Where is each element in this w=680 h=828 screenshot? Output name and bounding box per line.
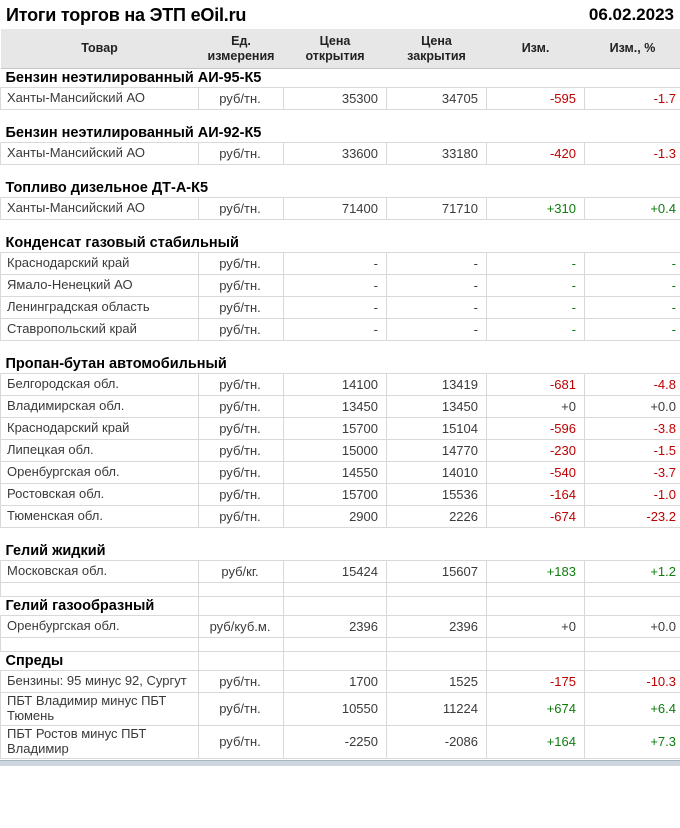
section-header-row [1, 234, 680, 253]
section-header-row [1, 597, 680, 616]
spacer-cell [387, 638, 487, 652]
section-header-row [1, 542, 680, 561]
table-row [1, 484, 680, 506]
change-pct-cell: -10.3 [585, 671, 680, 693]
spacer-cell [487, 165, 585, 179]
close-price-cell: 71710 [387, 198, 487, 220]
unit-cell: руб/тн. [199, 484, 284, 506]
section-header-row [1, 179, 680, 198]
spacer-cell [199, 110, 284, 124]
change-cell: +183 [487, 561, 585, 583]
product-cell: Липецкая обл. [1, 440, 199, 462]
product-cell: Краснодарский край [1, 253, 199, 275]
product-cell: Ленинградская область [1, 297, 199, 319]
product-cell: Ханты-Мансийский АО [1, 143, 199, 165]
table-row [1, 561, 680, 583]
column-header-product: Товар [1, 29, 199, 69]
change-pct-cell: -1.7 [585, 88, 680, 110]
spacer-cell [199, 583, 284, 597]
product-cell: ПБТ Ростов минус ПБТ Владимир [1, 725, 199, 758]
unit-cell: руб/кг. [199, 561, 284, 583]
unit-cell: руб/тн. [199, 506, 284, 528]
spacer-cell [1, 638, 199, 652]
change-pct-cell: - [585, 297, 680, 319]
unit-cell: руб/тн. [199, 143, 284, 165]
spacer-cell [487, 341, 585, 355]
unit-cell: руб/куб.м. [199, 616, 284, 638]
unit-cell: руб/тн. [199, 253, 284, 275]
spacer-cell [1, 110, 199, 124]
spacer-cell [199, 638, 284, 652]
column-header-row [1, 29, 680, 69]
open-price-cell: 15700 [284, 484, 387, 506]
table-row [1, 440, 680, 462]
section-empty-cell [199, 597, 284, 616]
spacer-cell [199, 220, 284, 234]
section-title: Бензин неэтилированный АИ-92-К5 [1, 124, 680, 143]
table-row [1, 462, 680, 484]
product-cell: Владимирская обл. [1, 396, 199, 418]
open-price-cell: 2396 [284, 616, 387, 638]
spacer-cell [487, 528, 585, 542]
section-spacer-row [1, 165, 680, 179]
change-cell: +164 [487, 725, 585, 758]
product-cell: Ханты-Мансийский АО [1, 88, 199, 110]
section-empty-cell [487, 597, 585, 616]
spacer-cell [284, 638, 387, 652]
spacer-cell [284, 583, 387, 597]
change-cell: -230 [487, 440, 585, 462]
unit-cell: руб/тн. [199, 374, 284, 396]
table-row [1, 616, 680, 638]
change-cell: -681 [487, 374, 585, 396]
spacer-cell [585, 638, 680, 652]
open-price-cell: 2900 [284, 506, 387, 528]
results-table [0, 29, 680, 759]
close-price-cell: 14770 [387, 440, 487, 462]
results-table-head [1, 29, 680, 69]
section-spacer-row [1, 583, 680, 597]
section-spacer-row [1, 341, 680, 355]
table-row [1, 693, 680, 726]
spacer-cell [487, 638, 585, 652]
close-price-cell: 15104 [387, 418, 487, 440]
spacer-cell [199, 528, 284, 542]
product-cell: Оренбургская обл. [1, 616, 199, 638]
section-empty-cell [585, 652, 680, 671]
spacer-cell [585, 341, 680, 355]
open-price-cell: - [284, 319, 387, 341]
table-row [1, 506, 680, 528]
change-cell: -674 [487, 506, 585, 528]
table-row [1, 143, 680, 165]
unit-cell: руб/тн. [199, 275, 284, 297]
open-price-cell: 1700 [284, 671, 387, 693]
change-cell: -540 [487, 462, 585, 484]
change-cell: - [487, 319, 585, 341]
open-price-cell: - [284, 253, 387, 275]
change-cell: - [487, 253, 585, 275]
open-price-cell: 15000 [284, 440, 387, 462]
spacer-cell [585, 220, 680, 234]
section-empty-cell [387, 652, 487, 671]
section-spacer-row [1, 220, 680, 234]
section-header-row [1, 652, 680, 671]
open-price-cell: 10550 [284, 693, 387, 726]
change-cell: - [487, 275, 585, 297]
section-empty-cell [487, 652, 585, 671]
close-price-cell: 11224 [387, 693, 487, 726]
change-cell: +0 [487, 396, 585, 418]
section-title: Гелий жидкий [1, 542, 680, 561]
product-cell: Краснодарский край [1, 418, 199, 440]
column-header-open-price: Цена открытия [284, 29, 387, 69]
open-price-cell: 35300 [284, 88, 387, 110]
open-price-cell: - [284, 275, 387, 297]
spacer-cell [585, 110, 680, 124]
close-price-cell: 13419 [387, 374, 487, 396]
spacer-cell [284, 220, 387, 234]
unit-cell: руб/тн. [199, 462, 284, 484]
table-row [1, 275, 680, 297]
open-price-cell: 15700 [284, 418, 387, 440]
spacer-cell [284, 165, 387, 179]
spacer-cell [585, 165, 680, 179]
spacer-cell [387, 583, 487, 597]
spacer-cell [284, 341, 387, 355]
spacer-cell [487, 110, 585, 124]
section-title: Пропан-бутан автомобильный [1, 355, 680, 374]
section-header-row [1, 355, 680, 374]
close-price-cell: -2086 [387, 725, 487, 758]
column-header-change: Изм. [487, 29, 585, 69]
section-header-row [1, 124, 680, 143]
table-row [1, 198, 680, 220]
spacer-cell [487, 220, 585, 234]
change-cell: -595 [487, 88, 585, 110]
change-pct-cell: - [585, 319, 680, 341]
spacer-cell [487, 583, 585, 597]
results-table-body [1, 69, 680, 759]
product-cell: Ставропольский край [1, 319, 199, 341]
table-row [1, 253, 680, 275]
close-price-cell: 1525 [387, 671, 487, 693]
close-price-cell: 34705 [387, 88, 487, 110]
unit-cell: руб/тн. [199, 440, 284, 462]
open-price-cell: 13450 [284, 396, 387, 418]
open-price-cell: 15424 [284, 561, 387, 583]
spacer-cell [585, 528, 680, 542]
open-price-cell: 71400 [284, 198, 387, 220]
table-row [1, 374, 680, 396]
close-price-cell: - [387, 253, 487, 275]
change-pct-cell: +1.2 [585, 561, 680, 583]
change-cell: -596 [487, 418, 585, 440]
close-price-cell: 33180 [387, 143, 487, 165]
change-cell: -175 [487, 671, 585, 693]
close-price-cell: 15607 [387, 561, 487, 583]
change-cell: -164 [487, 484, 585, 506]
spacer-cell [387, 341, 487, 355]
spacer-cell [1, 583, 199, 597]
section-empty-cell [284, 652, 387, 671]
change-cell: -420 [487, 143, 585, 165]
close-price-cell: 15536 [387, 484, 487, 506]
unit-cell: руб/тн. [199, 418, 284, 440]
section-header-row [1, 69, 680, 88]
section-empty-cell [387, 597, 487, 616]
product-cell: Московская обл. [1, 561, 199, 583]
product-cell: ПБТ Владимир минус ПБТ Тюмень [1, 693, 199, 726]
unit-cell: руб/тн. [199, 198, 284, 220]
change-cell: +674 [487, 693, 585, 726]
close-price-cell: 2226 [387, 506, 487, 528]
close-price-cell: - [387, 297, 487, 319]
unit-cell: руб/тн. [199, 297, 284, 319]
open-price-cell: - [284, 297, 387, 319]
spacer-cell [387, 220, 487, 234]
change-pct-cell: -3.8 [585, 418, 680, 440]
unit-cell: руб/тн. [199, 693, 284, 726]
change-pct-cell: -1.3 [585, 143, 680, 165]
open-price-cell: -2250 [284, 725, 387, 758]
column-header-unit: Ед. измерения [199, 29, 284, 69]
product-cell: Ямало-Ненецкий АО [1, 275, 199, 297]
bottom-edge-bar [0, 760, 680, 766]
product-cell: Тюменская обл. [1, 506, 199, 528]
section-title: Топливо дизельное ДТ-А-К5 [1, 179, 680, 198]
section-spacer-row [1, 528, 680, 542]
table-row [1, 418, 680, 440]
open-price-cell: 33600 [284, 143, 387, 165]
open-price-cell: 14550 [284, 462, 387, 484]
change-pct-cell: -4.8 [585, 374, 680, 396]
unit-cell: руб/тн. [199, 88, 284, 110]
table-row [1, 725, 680, 758]
product-cell: Ханты-Мансийский АО [1, 198, 199, 220]
section-title: Конденсат газовый стабильный [1, 234, 680, 253]
table-row [1, 396, 680, 418]
change-cell: +0 [487, 616, 585, 638]
product-cell: Ростовская обл. [1, 484, 199, 506]
unit-cell: руб/тн. [199, 319, 284, 341]
spacer-cell [387, 165, 487, 179]
close-price-cell: 14010 [387, 462, 487, 484]
spacer-cell [387, 110, 487, 124]
unit-cell: руб/тн. [199, 725, 284, 758]
table-row [1, 319, 680, 341]
title-bar [0, 0, 680, 29]
table-row [1, 297, 680, 319]
close-price-cell: 13450 [387, 396, 487, 418]
spacer-cell [1, 220, 199, 234]
spacer-cell [284, 528, 387, 542]
section-spacer-row [1, 638, 680, 652]
spacer-cell [199, 165, 284, 179]
page-title: Итоги торгов на ЭТП eOil.ru [6, 4, 247, 25]
section-title: Спреды [1, 652, 199, 671]
change-cell: +310 [487, 198, 585, 220]
section-empty-cell [585, 597, 680, 616]
change-pct-cell: +7.3 [585, 725, 680, 758]
close-price-cell: - [387, 275, 487, 297]
column-header-close-price: Цена закрытия [387, 29, 487, 69]
spacer-cell [1, 165, 199, 179]
spacer-cell [1, 341, 199, 355]
unit-cell: руб/тн. [199, 671, 284, 693]
change-pct-cell: - [585, 253, 680, 275]
change-pct-cell: +6.4 [585, 693, 680, 726]
spacer-cell [585, 583, 680, 597]
spacer-cell [1, 528, 199, 542]
change-pct-cell: -1.0 [585, 484, 680, 506]
change-pct-cell: -3.7 [585, 462, 680, 484]
table-row [1, 671, 680, 693]
change-pct-cell: -23.2 [585, 506, 680, 528]
change-pct-cell: +0.0 [585, 396, 680, 418]
section-spacer-row [1, 110, 680, 124]
section-empty-cell [284, 597, 387, 616]
open-price-cell: 14100 [284, 374, 387, 396]
section-title: Бензин неэтилированный АИ-95-К5 [1, 69, 680, 88]
close-price-cell: - [387, 319, 487, 341]
spacer-cell [284, 110, 387, 124]
table-row [1, 88, 680, 110]
spacer-cell [387, 528, 487, 542]
section-empty-cell [199, 652, 284, 671]
product-cell: Бензины: 95 минус 92, Сургут [1, 671, 199, 693]
column-header-change-pct: Изм., % [585, 29, 680, 69]
close-price-cell: 2396 [387, 616, 487, 638]
change-pct-cell: -1.5 [585, 440, 680, 462]
spacer-cell [199, 341, 284, 355]
unit-cell: руб/тн. [199, 396, 284, 418]
change-pct-cell: +0.4 [585, 198, 680, 220]
change-pct-cell: +0.0 [585, 616, 680, 638]
section-title: Гелий газообразный [1, 597, 199, 616]
change-pct-cell: - [585, 275, 680, 297]
change-cell: - [487, 297, 585, 319]
product-cell: Оренбургская обл. [1, 462, 199, 484]
product-cell: Белгородская обл. [1, 374, 199, 396]
report-date: 06.02.2023 [588, 5, 674, 24]
